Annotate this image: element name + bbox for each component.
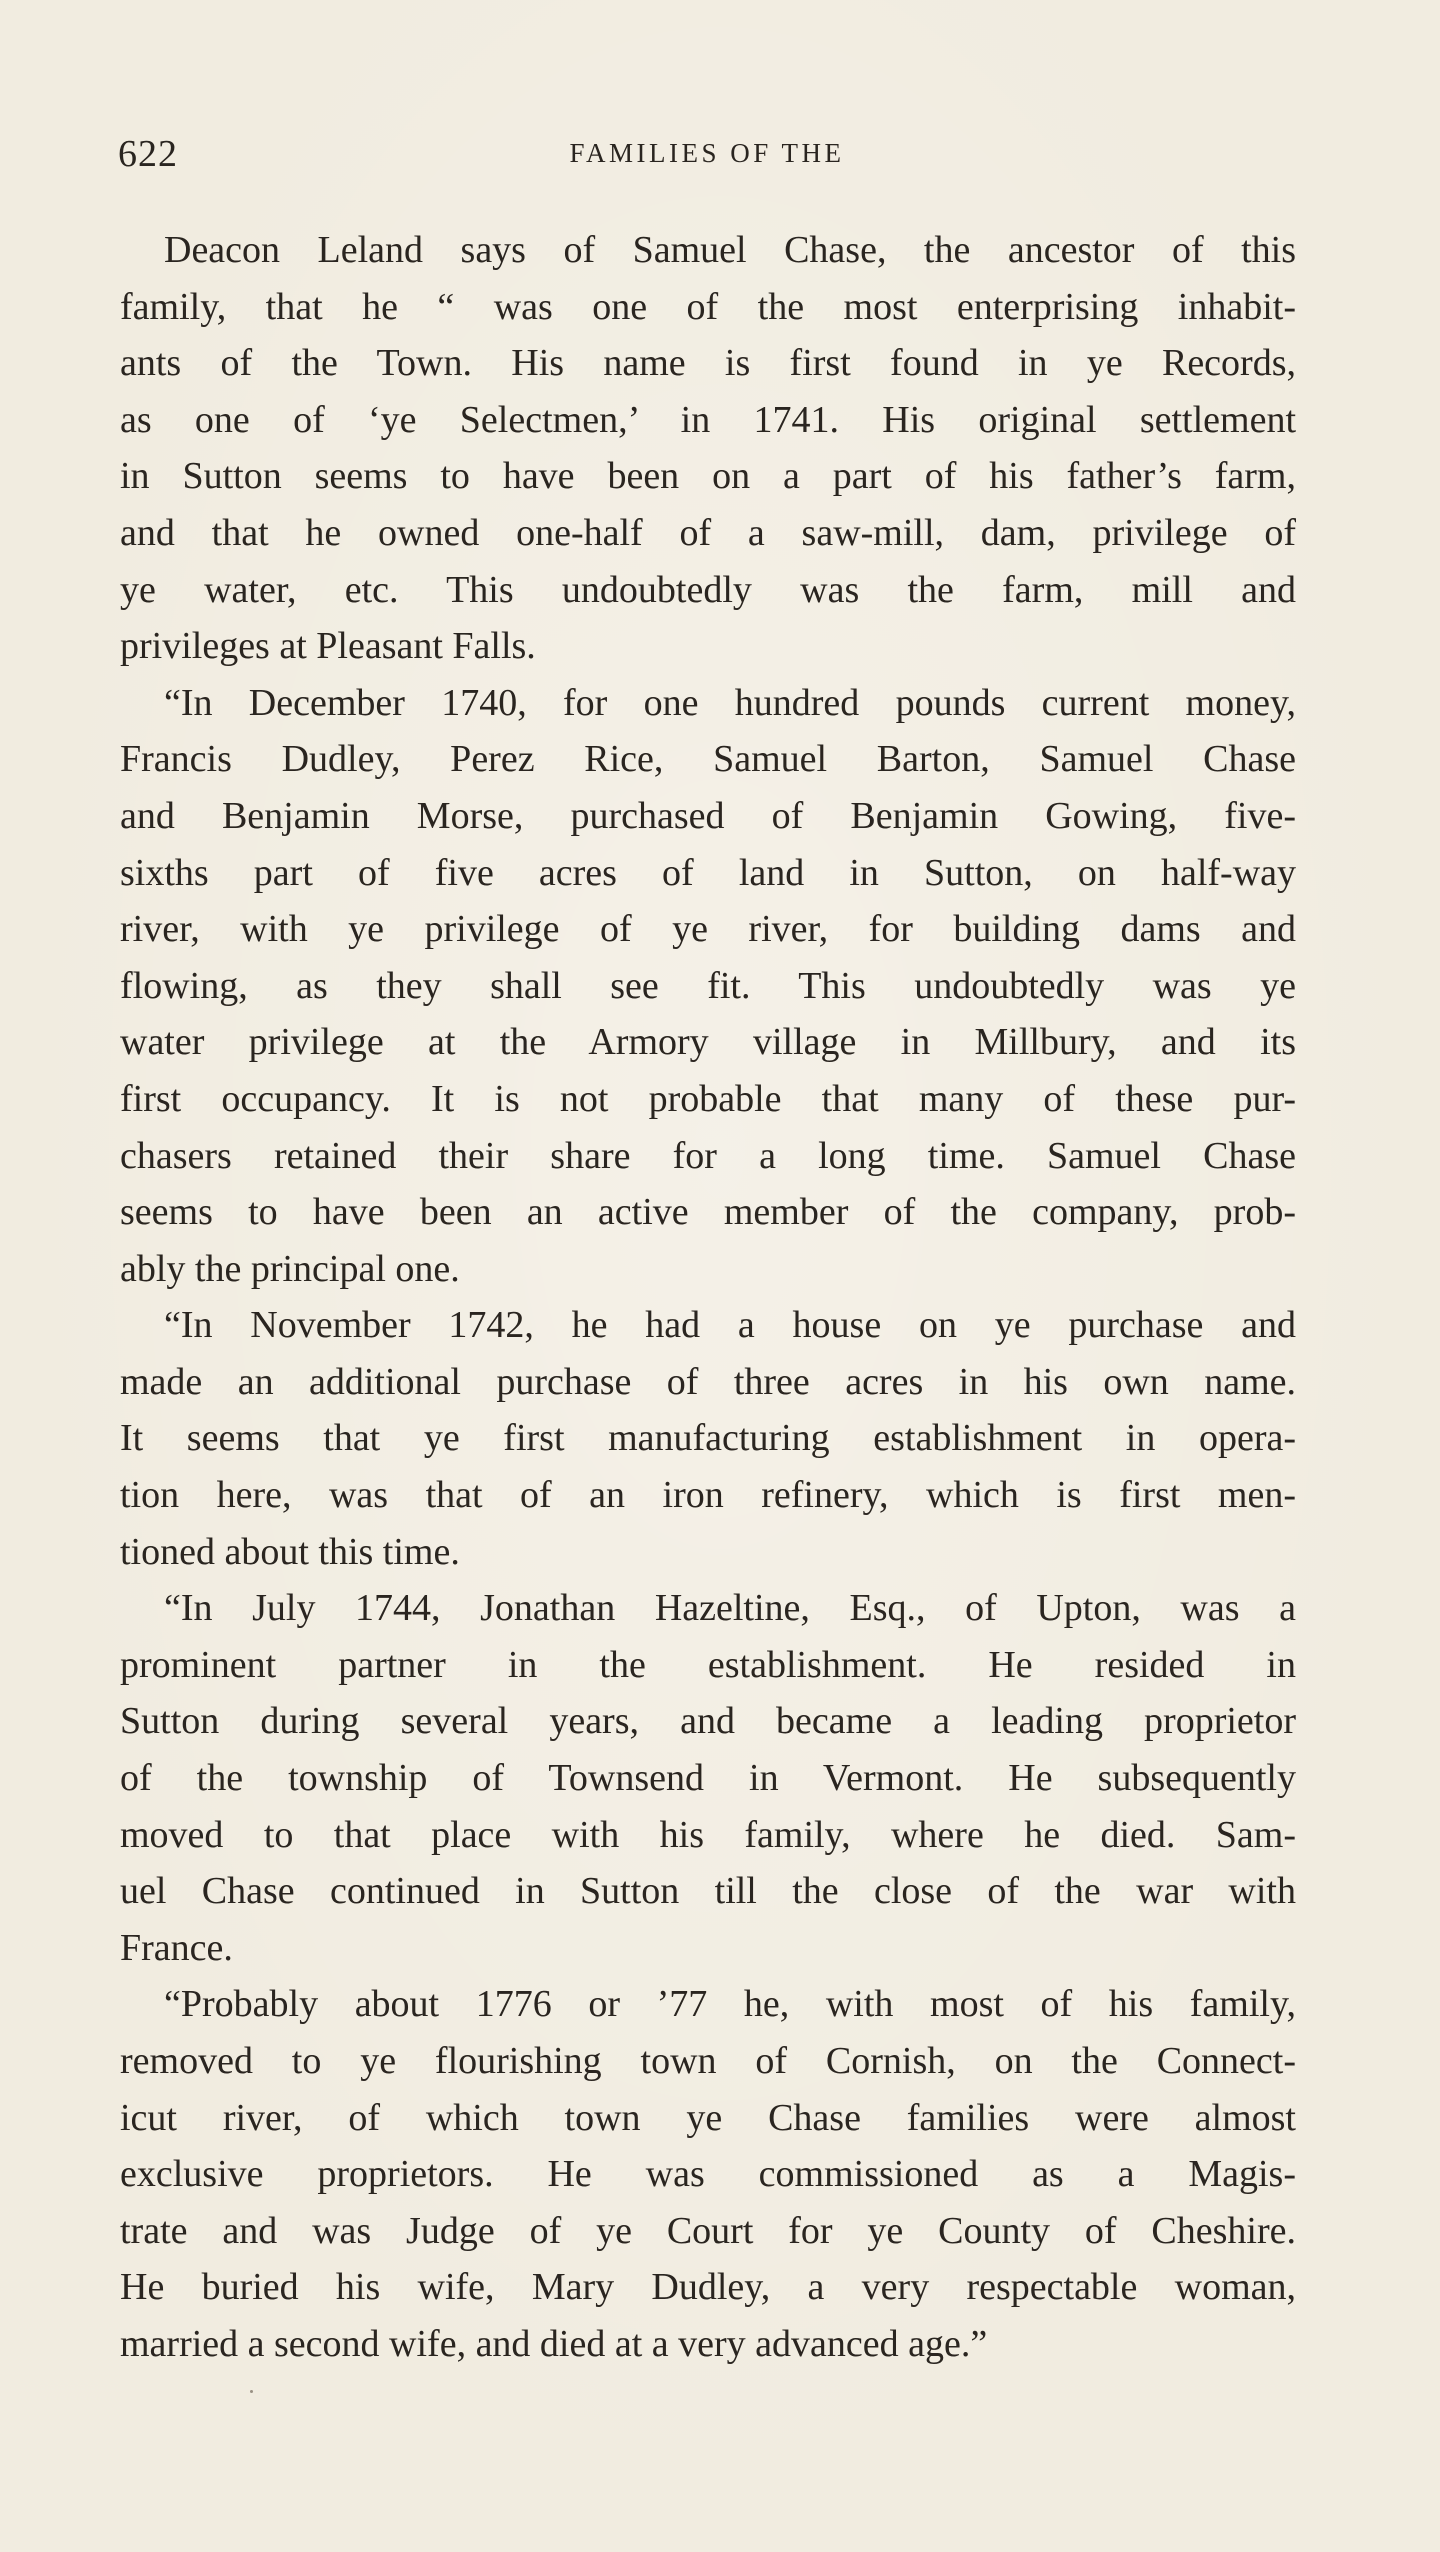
text-line: removed to ye flourishing town of Cornish, on the Connect- [120,2040,1296,2082]
text-line: trate and was Judge of ye Court for ye County of Cheshire. [120,2209,1296,2252]
text-line: in Sutton seems to have been on a part of his father’s farm, [120,455,1296,498]
text-line: ants of the Town. His name is first found in ye Records, [120,342,1296,385]
page-header [118,132,1296,182]
text-line: married a second wife, and died at a very advanced age.” [120,2322,988,2365]
text-line: and Benjamin Morse, purchased of Benjamin Gowing, five- [120,794,1296,837]
running-head: FAMILIES OF THE [569,138,845,168]
text-line: and that he owned one-half of a saw-mill, dam, privilege of [120,511,1296,554]
text-line: Deacon Leland says of Samuel Chase, the ancestor of this [164,229,1296,271]
text-line: flowing, as they shall see fit. This undoubtedly was ye [120,964,1296,1007]
text-line: seems to have been an active member of the company, prob- [120,1191,1296,1234]
text-line: Francis Dudley, Perez Rice, Samuel Barton, Samuel Chase [120,738,1296,781]
text-line: as one of ‘ye Selectmen,’ in 1741. His original settlement [120,398,1296,441]
text-line: It seems that ye first manufacturing establishment in opera- [120,1417,1296,1460]
text-line: ably the principal one. [120,1247,460,1290]
text-line: He buried his wife, Mary Dudley, a very respectable woman, [120,2266,1296,2309]
text-line: privileges at Pleasant Falls. [120,625,536,668]
text-line: river, with ye privilege of ye river, for building dams and [120,908,1296,951]
text-line: exclusive proprietors. He was commissioned as a Magis- [120,2153,1296,2196]
text-line: ye water, etc. This undoubtedly was the farm, mill and [120,568,1296,611]
text-line: prominent partner in the establishment. He resided in [120,1643,1296,1686]
text-line: “In July 1744, Jonathan Hazeltine, Esq., of Upton, was a [164,1587,1296,1630]
body-text [120,222,1296,2373]
text-line: tioned about this time. [120,1530,460,1573]
text-line: “Probably about 1776 or ’77 he, with most of his family, [164,1983,1296,2026]
page-number: 622 [118,133,178,175]
paper-speck [250,2390,253,2393]
text-line: tion here, was that of an iron refinery, which is first men- [120,1474,1296,1517]
text-line: uel Chase continued in Sutton till the close of the war with [120,1870,1296,1913]
text-line: Sutton during several years, and became a leading proprietor [120,1700,1296,1743]
text-line: first occupancy. It is not probable that many of these pur- [120,1077,1296,1120]
text-line: of the township of Townsend in Vermont. He subsequently [120,1757,1296,1800]
text-line: “In November 1742, he had a house on ye purchase and [164,1304,1296,1347]
text-line: moved to that place with his family, where he died. Sam- [120,1813,1296,1856]
text-line: icut river, of which town ye Chase families were almost [120,2096,1296,2139]
text-line: sixths part of five acres of land in Sutton, on half-way [120,851,1296,894]
text-line: chasers retained their share for a long time. Samuel Chase [120,1134,1296,1177]
text-line: “In December 1740, for one hundred pounds current money, [164,681,1296,724]
text-line: made an additional purchase of three acres in his own name. [120,1360,1296,1403]
text-line: family, that he “ was one of the most enterprising inhabit- [120,285,1296,328]
text-line: France. [120,1926,233,1969]
text-line: water privilege at the Armory village in Millbury, and its [120,1021,1296,1064]
